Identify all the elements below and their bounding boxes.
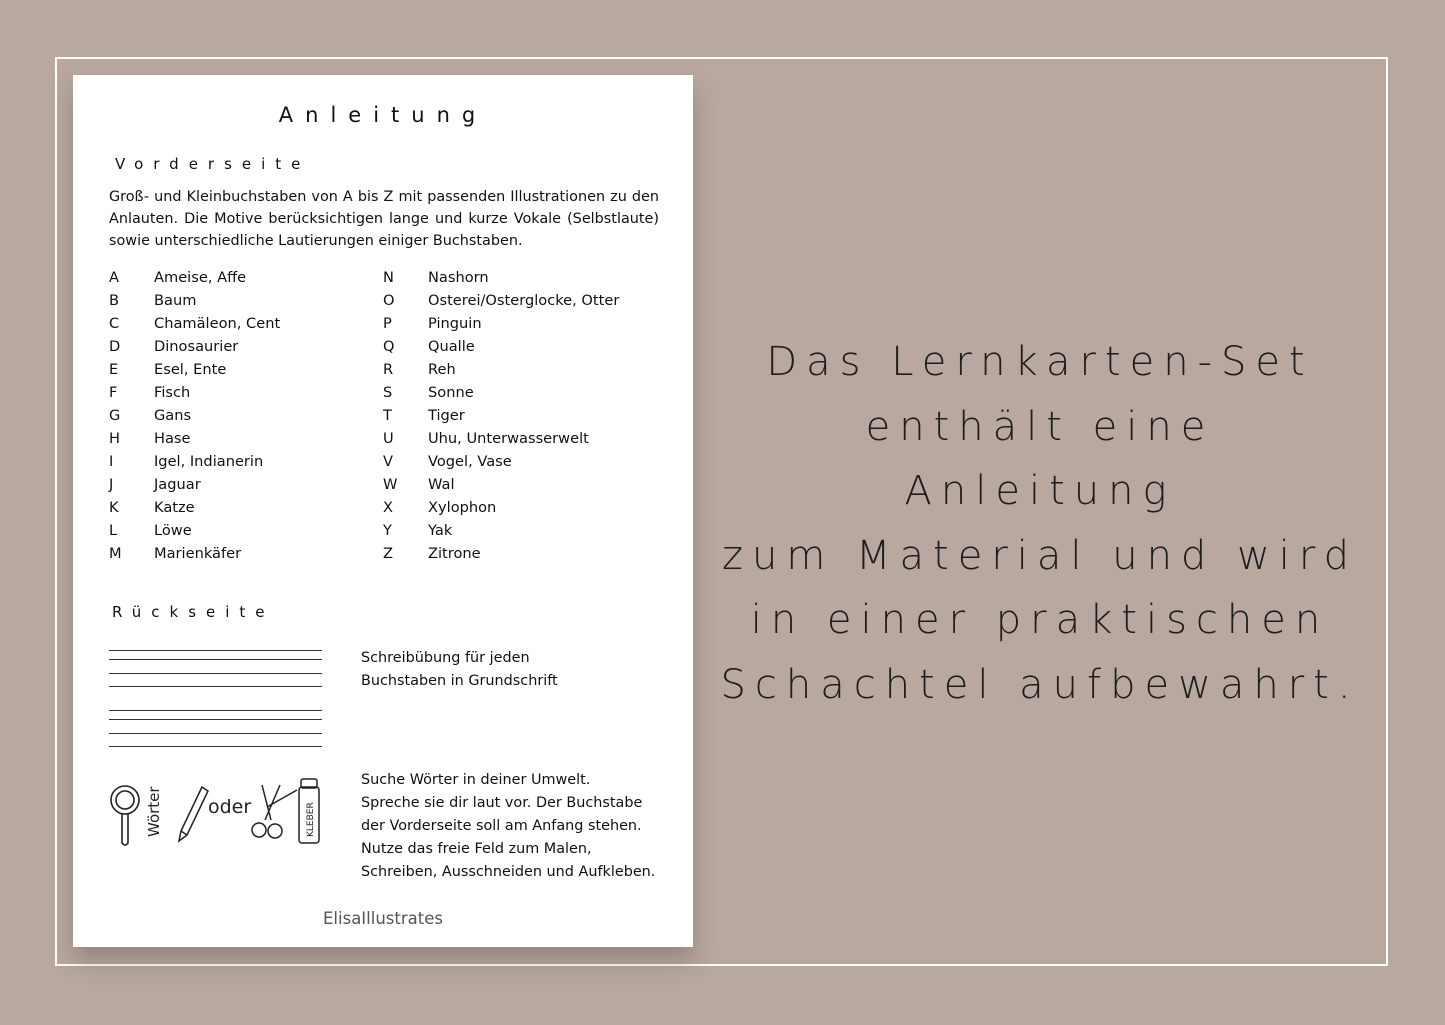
alphabet-letter: I: [109, 453, 114, 470]
alphabet-words: Katze: [154, 499, 195, 516]
alphabet-row: [109, 542, 369, 565]
alphabet-words: Xylophon: [428, 499, 497, 516]
alphabet-row: [109, 289, 369, 312]
scissors-icon: [252, 785, 297, 838]
alphabet-words: Zitrone: [428, 545, 481, 562]
writing-description: Schreibübung für jeden Buchstaben in Grundschrift: [361, 650, 558, 689]
glue-stick-icon: [299, 779, 319, 843]
alphabet-words: Wal: [428, 476, 455, 493]
alphabet-words: Jaguar: [154, 476, 201, 493]
alphabet-words: Reh: [428, 361, 456, 378]
pencil-icon: [179, 787, 208, 841]
alphabet-letter: G: [109, 407, 121, 424]
brand-name: ElisaIllustrates: [323, 909, 443, 928]
alphabet-letter: P: [383, 315, 392, 332]
alphabet-words: Gans: [154, 407, 192, 424]
claim-text: Das Lernkarten-Set enthält eine Anleitung zum Material und wird in einer praktischen Schachtel aufbewahrt.: [720, 339, 1360, 708]
alphabet-words: Nashorn: [428, 269, 489, 286]
alphabet-row: [109, 519, 369, 542]
alphabet-words: Qualle: [428, 338, 475, 355]
alphabet-row: [109, 312, 369, 335]
alphabet-letter: E: [109, 361, 119, 378]
sheet-title: Anleitung: [278, 103, 488, 127]
alphabet-row: [383, 266, 643, 289]
alphabet-letter: Q: [383, 338, 395, 355]
alphabet-letter: O: [383, 292, 395, 309]
alphabet-words: Uhu, Unterwasserwelt: [428, 430, 589, 447]
kleber-label: KLEBER: [306, 802, 316, 837]
woerter-label: Wörter: [145, 786, 163, 837]
alphabet-letter: Z: [383, 545, 393, 562]
alphabet-row: [383, 473, 643, 496]
alphabet-row: [383, 496, 643, 519]
alphabet-letter: R: [383, 361, 394, 378]
alphabet-letter: X: [383, 499, 393, 516]
alphabet-row: [109, 473, 369, 496]
writing-lines: [109, 650, 322, 686]
alphabet-letter: D: [109, 338, 121, 355]
writing-lines: [109, 710, 322, 746]
alphabet-letter: J: [109, 476, 114, 493]
magnifier-icon: [111, 786, 139, 845]
front-heading: Vorderseite: [115, 155, 311, 173]
intro-text: Groß- und Kleinbuchstaben von A bis Z mit passenden Illustrationen zu den Anlauten. Die Motive berücksichtigen lange und kurze Vokale (Selbstlaute) sowie unterschiedliche Lautierungen einiger Buchstaben.: [109, 189, 659, 249]
instruction-sheet: [73, 75, 693, 947]
alphabet-letter: L: [109, 522, 118, 539]
alphabet-words: Fisch: [154, 384, 191, 401]
alphabet-letter: M: [109, 545, 122, 562]
alphabet-words: Vogel, Vase: [428, 453, 512, 470]
alphabet-letter: W: [383, 476, 398, 493]
alphabet-row: [109, 427, 369, 450]
alphabet-row: [383, 427, 643, 450]
alphabet-row: [383, 404, 643, 427]
alphabet-row: [383, 519, 643, 542]
alphabet-row: [109, 450, 369, 473]
alphabet-row: [109, 358, 369, 381]
alphabet-letter: T: [383, 407, 392, 424]
alphabet-row: [383, 358, 643, 381]
alphabet-words: Yak: [428, 522, 453, 539]
alphabet-row: [109, 381, 369, 404]
alphabet-words: Sonne: [428, 384, 474, 401]
alphabet-words: Marienkäfer: [154, 545, 242, 562]
alphabet-letter: F: [109, 384, 118, 401]
doodle-illustration: [107, 775, 327, 850]
alphabet-words: Pinguin: [428, 315, 482, 332]
oder-label: oder: [208, 796, 252, 818]
alphabet-row: [383, 450, 643, 473]
alphabet-row: [109, 404, 369, 427]
alphabet-letter: K: [109, 499, 119, 516]
alphabet-letter: A: [109, 269, 119, 286]
alphabet-row: [383, 289, 643, 312]
alphabet-words: Igel, Indianerin: [154, 453, 264, 470]
alphabet-letter: H: [109, 430, 120, 447]
alphabet-words: Löwe: [154, 522, 192, 539]
alphabet-letter: B: [109, 292, 120, 309]
alphabet-words: Baum: [154, 292, 197, 309]
alphabet-words: Ameise, Affe: [154, 269, 247, 286]
alphabet-words: Dinosaurier: [154, 338, 239, 355]
alphabet-row: [383, 542, 643, 565]
alphabet-list-right: [383, 266, 643, 565]
alphabet-list-left: [109, 266, 369, 565]
search-description: Suche Wörter in deiner Umwelt. Spreche sie dir laut vor. Der Buchstabe der Vorderseite soll am Anfang stehen. Nutze das freie Feld zum Malen, Schreiben, Ausschneiden und Aufkleben.: [361, 772, 656, 880]
alphabet-row: [383, 335, 643, 358]
alphabet-row: [109, 266, 369, 289]
alphabet-words: Tiger: [428, 407, 465, 424]
alphabet-letter: C: [109, 315, 120, 332]
alphabet-words: Osterei/Osterglocke, Otter: [428, 292, 620, 309]
alphabet-letter: N: [383, 269, 394, 286]
back-heading: Rückseite: [112, 603, 275, 621]
alphabet-row: [383, 312, 643, 335]
alphabet-words: Chamäleon, Cent: [154, 315, 281, 332]
alphabet-row: [109, 496, 369, 519]
alphabet-words: Hase: [154, 430, 191, 447]
alphabet-letter: V: [383, 453, 393, 470]
alphabet-letter: Y: [383, 522, 392, 539]
alphabet-letter: S: [383, 384, 393, 401]
alphabet-row: [383, 381, 643, 404]
alphabet-letter: U: [383, 430, 394, 447]
alphabet-words: Esel, Ente: [154, 361, 227, 378]
alphabet-row: [109, 335, 369, 358]
